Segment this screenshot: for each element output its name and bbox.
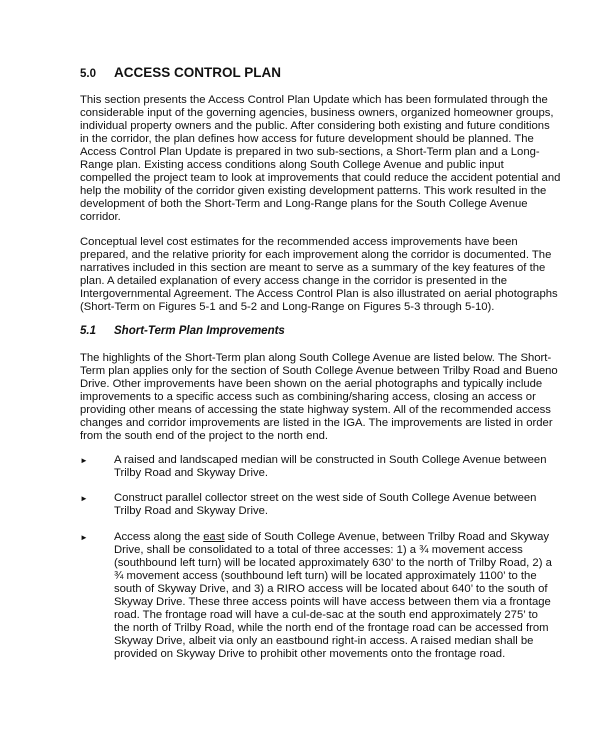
bullet-arrow-icon: ► bbox=[80, 533, 88, 542]
text-line: Intergovernmental Agreement. The Access Control Plan is also illustrated on aerial photographs bbox=[80, 288, 558, 300]
text-line: Skyway Drive, albeit via only an eastbound right-in access. A raised median shall be bbox=[114, 635, 534, 647]
text-segment: side of South College Avenue, between Trilby Road and Skyway bbox=[224, 531, 550, 543]
text-line: Drive, shall be consolidated to a total of three accesses: 1) a ¾ movement access bbox=[114, 544, 523, 556]
text-line: The highlights of the Short-Term plan along South College Avenue are listed below. The Short- bbox=[80, 352, 552, 364]
text-line: compelled the project team to look at improvements that could reduce the accident potential and bbox=[80, 172, 561, 184]
text-line: Skyway Drive. These three access points will have access between them via a frontage bbox=[114, 596, 551, 608]
bullet-text bbox=[114, 531, 552, 661]
text-line: providing other means of accessing the state highway system. All of the recommended access bbox=[80, 404, 551, 416]
text-line: development of both the Short-Term and Long-Range plans for the South College Avenue bbox=[80, 198, 528, 210]
subsection-number: 5.1 bbox=[80, 325, 96, 337]
underlined-word: east bbox=[203, 531, 225, 543]
text-segment: Access along the bbox=[114, 531, 204, 543]
section-heading bbox=[80, 65, 281, 80]
text-line: Conceptual level cost estimates for the recommended access improvements have been bbox=[80, 236, 518, 248]
text-line: individual property owners and the public. After considering both existing and future conditions bbox=[80, 120, 550, 132]
text-line bbox=[114, 531, 552, 544]
text-line: changes and corridor improvements are listed in the IGA. The improvements are listed in order bbox=[80, 417, 553, 429]
text-line: south of Skyway Drive, and 3) a RIRO access will be located about 640’ to the south of bbox=[114, 583, 548, 595]
text-line: improvements to a specific access such as combining/sharing access, closing an access or bbox=[80, 391, 536, 403]
text-line: (Short-Term on Figures 5-1 and 5-2 and Long-Range on Figures 5-3 through 5-10). bbox=[80, 301, 495, 313]
text-line: prepared, and the relative priority for each improvement along the corridor is documented. The bbox=[80, 249, 552, 261]
text-line: Term plan applies only for the section of South College Avenue between Trilby Road and Bueno bbox=[80, 365, 558, 377]
text-line: (southbound left turn) will be located approximately 630’ to the north of Trilby Road, 2) a bbox=[114, 557, 552, 569]
bullet-text bbox=[114, 492, 536, 518]
text-line: from the south end of the project to the north end. bbox=[80, 430, 329, 442]
text-line: plan. A detailed explanation of every access change in the corridor is presented in the bbox=[80, 275, 508, 287]
text-line: Range plan. Existing access conditions along South College Avenue and public input bbox=[80, 159, 504, 171]
text-line: Construct parallel collector street on the west side of South College Avenue between bbox=[114, 492, 537, 504]
text-line: Trilby Road and Skyway Drive. bbox=[114, 505, 269, 517]
text-line: the north of Trilby Road, while the north end of the frontage road can be accessed from bbox=[114, 622, 549, 634]
text-line: road. The frontage road will have a cul-de-sac at the south end approximately 275’ to bbox=[114, 609, 538, 621]
section-number: 5.0 bbox=[80, 68, 96, 80]
text-line: Trilby Road and Skyway Drive. bbox=[114, 467, 269, 479]
section-title: ACCESS CONTROL PLAN bbox=[114, 65, 282, 80]
text-line: help the mobility of the corridor given existing development patterns. This work resulted in the bbox=[80, 185, 547, 197]
subsection-heading bbox=[80, 325, 285, 337]
text-line: This section presents the Access Control Plan Update which has been formulated through the bbox=[80, 94, 548, 106]
paragraph-highlights bbox=[80, 352, 558, 443]
subsection-title: Short-Term Plan Improvements bbox=[114, 325, 285, 337]
text-line: in the corridor, the plan defines how access for future development should be planned. The bbox=[80, 133, 534, 145]
text-line: Drive. Other improvements have been shown on the aerial photographs and typically include bbox=[80, 378, 543, 390]
text-line: narratives included in this section are meant to serve as a summary of the key features of the bbox=[80, 262, 546, 274]
paragraph-intro bbox=[80, 94, 560, 224]
text-line: corridor. bbox=[80, 211, 121, 223]
text-line: ¾ movement access (southbound left turn) will be located approximately 1100’ to the bbox=[114, 570, 537, 582]
text-line: provided on Skyway Drive to prohibit other movements onto the frontage road. bbox=[114, 648, 506, 660]
bullet-text bbox=[114, 454, 547, 480]
bullet-arrow-icon: ► bbox=[80, 494, 88, 503]
text-line: considerable input of the governing agencies, business owners, organized homeowner groups, bbox=[80, 107, 554, 119]
bullet-arrow-icon: ► bbox=[80, 456, 88, 465]
text-line: Access Control Plan Update is prepared in two sub-sections, a Short-Term plan and a Long- bbox=[80, 146, 540, 158]
text-line: A raised and landscaped median will be constructed in South College Avenue between bbox=[114, 454, 547, 466]
bullet-text-rest bbox=[114, 544, 552, 661]
paragraph-cost-estimates bbox=[80, 236, 558, 314]
